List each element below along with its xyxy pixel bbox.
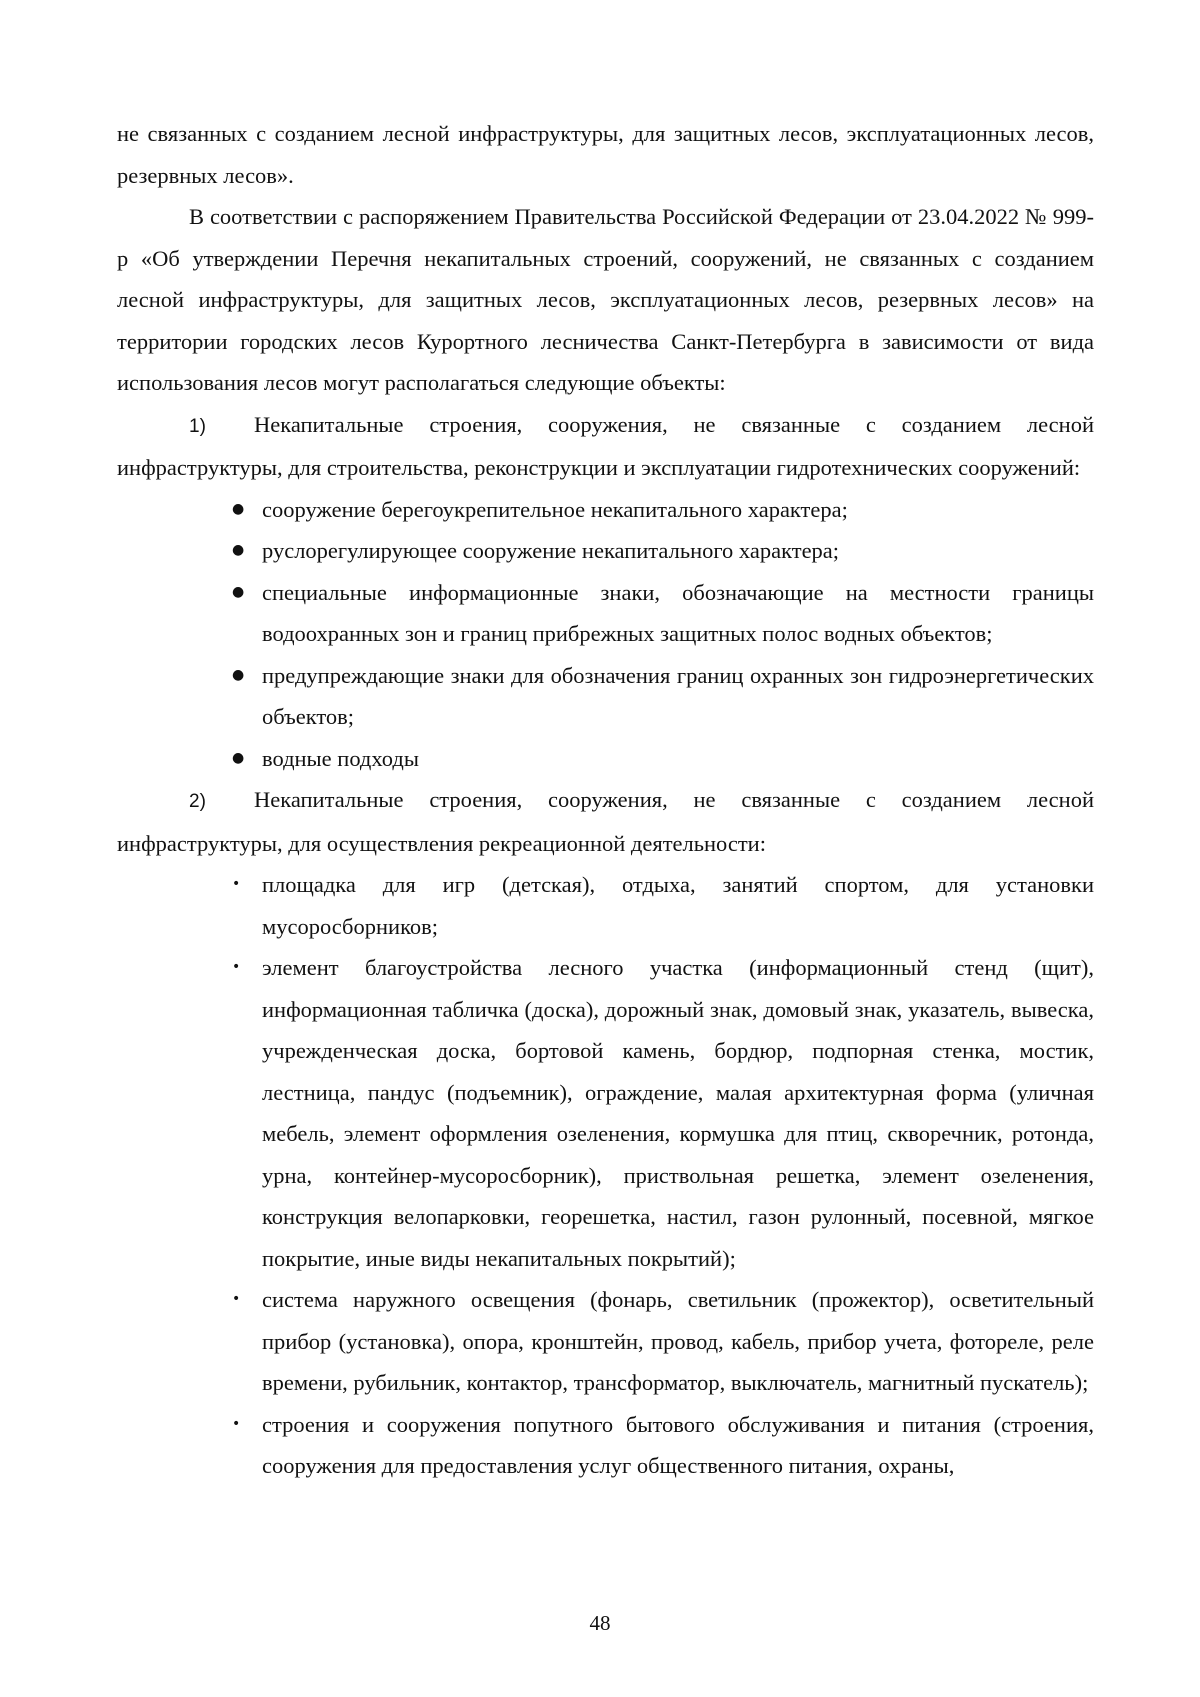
section-2-text: Некапитальные строения, сооружения, не связанные с созданием лесной инфраструктуры, для осуществления рекреационной деятельности: (117, 787, 1094, 856)
page-body (117, 113, 1094, 1487)
list-item: ● сооружение берегоукрепительное некапитального характера; (262, 489, 1094, 531)
bullet-icon: ● (232, 583, 245, 600)
bullet-icon: ● (232, 500, 245, 517)
list-item: • строения и сооружения попутного бытового обслуживания и питания (строения, сооружения для предоставления услуг общественного питания, охраны, (262, 1404, 1094, 1487)
list-item: ● предупреждающие знаки для обозначения границ охранных зон гидроэнергетических объектов; (262, 655, 1094, 738)
bullet-icon: ● (232, 749, 245, 766)
bullet-icon: • (232, 876, 241, 892)
section-1-text: Некапитальные строения, сооружения, не связанные с созданием лесной инфраструктуры, для строительства, реконструкции и эксплуатации гидротехнических сооружений: (117, 411, 1094, 480)
bullet-icon: • (232, 959, 241, 975)
section-1-number: 1) (189, 415, 206, 437)
list-item: ● специальные информационные знаки, обозначающие на местности границы водоохранных зон и границ прибрежных защитных полос водных объектов; (262, 572, 1094, 655)
section-2-list (117, 864, 1094, 1487)
bullet-icon: • (232, 1415, 241, 1432)
bullet-icon: • (232, 1291, 241, 1307)
list-item: • система наружного освещения (фонарь, светильник (прожектор), осветительный прибор (установка), опора, кронштейн, провод, кабель, прибор учета, фотореле, реле времени, рубильник, контактор, трансформатор, выключатель, магнитный пускатель); (262, 1279, 1094, 1404)
paragraph-decree: В соответствии с распоряжением Правительства Российской Федерации от 23.04.2022 № 999-р «Об утверждении Перечня некапитальных строений, сооружений, не связанных с созданием лесной инфраструктуры, для защитных лесов, эксплуатационных лесов, резервных лесов» на территории городских лесов Курортного лесничества Санкт-Петербурга в зависимости от вида использования лесов могут располагаться следующие объекты: (117, 204, 1094, 395)
paragraph-continuation: не связанных с созданием лесной инфраструктуры, для защитных лесов, эксплуатационных лесов, резервных лесов». (117, 121, 1094, 188)
bullet-icon: ● (232, 666, 245, 683)
section-1-heading (117, 404, 1094, 489)
section-2-heading (117, 779, 1094, 864)
list-item: ● водные подходы (262, 738, 1094, 780)
list-item: • элемент благоустройства лесного участка (информационный стенд (щит), информационная табличка (доска), дорожный знак, домовый знак, указатель, вывеска, учрежденческая доска, бортовой камень, бордюр, подпорная стенка, мостик, лестница, пандус (подъемник), ограждение, малая архитектурная форма (уличная мебель, элемент оформления озеленения, кормушка для птиц, скворечник, ротонда, урна, контейнер-мусоросборник), приствольная решетка, элемент озеленения, конструкция велопарковки, георешетка, настил, газон рулонный, посевной, мягкое покрытие, иные виды некапитальных покрытий); (262, 947, 1094, 1279)
page-number: 48 (589, 1611, 611, 1635)
list-item: ● руслорегулирующее сооружение некапитального характера; (262, 530, 1094, 572)
bullet-icon: ● (232, 542, 245, 558)
list-item: • площадка для игр (детская), отдыха, занятий спортом, для установки мусоросборников; (262, 864, 1094, 947)
section-1-list (117, 489, 1094, 780)
section-2-number: 2) (189, 791, 206, 812)
